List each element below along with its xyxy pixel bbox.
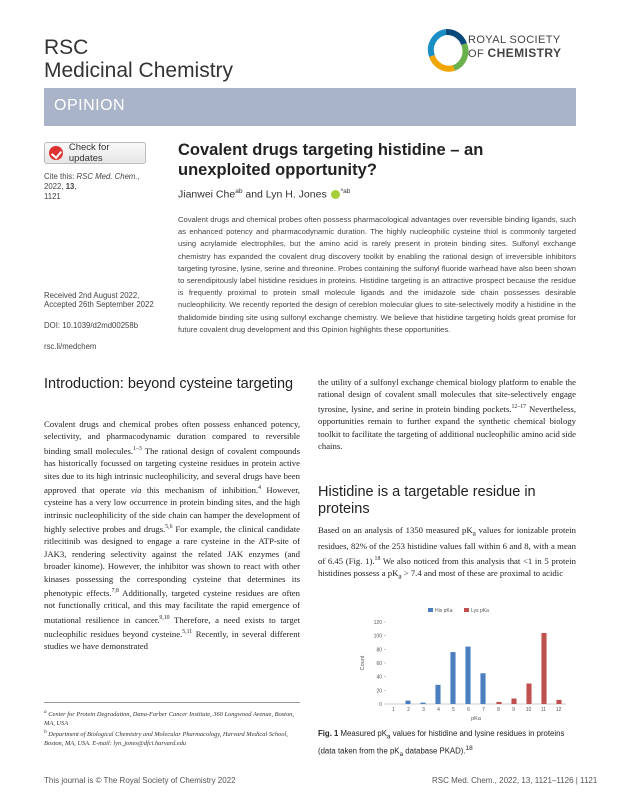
y-axis-label: Count: [360, 655, 366, 671]
x-tick-label: 6: [467, 707, 470, 713]
histidine-heading: Histidine is a targetable residue in proteins: [318, 484, 536, 517]
intro-heading: Introduction: beyond cysteine targeting: [44, 376, 294, 392]
bar-lys-pka: [541, 633, 546, 704]
legend-swatch: [428, 608, 433, 612]
y-tick-label: 20: [376, 688, 382, 695]
figure-label: Fig. 1: [318, 729, 339, 738]
bar-his-pka: [465, 647, 470, 704]
x-tick-label: 10: [525, 707, 532, 713]
doi[interactable]: DOI: 10.1039/d2md00258b: [44, 321, 139, 330]
y-tick-label: 0: [379, 702, 382, 708]
bar-his-pka: [480, 673, 485, 704]
legend-label: Lys pKa: [471, 608, 489, 614]
publisher-line2-bold: CHEMISTRY: [487, 46, 562, 60]
bar-lys-pka: [511, 699, 516, 704]
x-tick-label: 11: [540, 707, 547, 713]
x-tick-label: 5: [452, 707, 455, 713]
x-tick-label: 8: [497, 707, 500, 713]
right-column-paragraph: the utility of a sulfonyl exchange chemical biology platform to enable the rational design of covalent small molecules that site-selectively engage tyrosine, lysine, and serine in protein binding pockets.$^{12-17}$ Nevertheless, opportunities remain to further expand the synthetic chemical biology toolkit to facilitate the targeting of additional nucleophilic amino acid side chains.: [318, 377, 576, 451]
figure-caption: Fig. 1 Measured $pK_a$ values for histidine and lysine residues in proteins (data taken from the $pK_a$ database PKAD).$^{18}$: [318, 729, 565, 758]
histidine-paragraph: Based on an analysis of 1350 measured $pK_a$ values for ionizable protein residues, 82% of the 253 histidine values fall within 6 and 8, with a mean of 6.45 (Fig. 1).$^{18}$ We also noticed from this analysis that <1 in 5 protein histidines possess a $pK_a > 7.4$ and most of these are proximal to acidic: [318, 525, 576, 581]
footnote-a: $^a$ Center for Protein Degradation, Dana-Farber Cancer Institute, 360 Longwood Avenue, Boston, MA, USA: [44, 709, 294, 728]
x-tick-label: 2: [407, 707, 410, 713]
journal-name-line1: RSC: [44, 36, 89, 59]
cite-volume: 13: [65, 182, 75, 191]
bar-his-pka: [450, 652, 455, 704]
check-for-updates-button[interactable]: [44, 142, 146, 164]
section-banner: [44, 88, 576, 126]
intro-paragraph: Covalent drugs and chemical probes often possess enhanced potency, selectivity, and pharmacodynamic duration compared to reversible binding small molecules.$^{1-3}$ The rational design of covalent compounds has historically focussed on targeting cysteine residues in protein active sites due to its high intrinsic nucleophilicity, and several drugs have been approved that operate via this mechanism of inhibition.$^4$ However, cysteine has a very low occurrence in protein binding sites, and the high intrinsic nucleophilicity of the side chain can hamper the development of highly selective probes and drugs.$^{5,6}$ For example, the clinical candidate ritlecitinib was designed to engage a rare cysteine in the ATP-site of JAK3, rendering selectivity against the related JAK enzymes (and broader kinome). However, the inhibitor was shown to react with other kinases possessing the corresponding cysteine that determines its phenotypic effects.$^{7,8}$ Additionally, targeted cysteine residues are often not functionally critical, and this may facilitate the rapid emergence of mutational resilience in cancer.$^{9,10}$ Therefore, a need exists to target nucleophilic residues beyond cysteine.$^{5,11}$ Recently, in several different studies we have demonstrated: [44, 419, 301, 652]
x-tick-label: 9: [512, 707, 515, 713]
y-tick-label: 40: [376, 674, 382, 681]
x-tick-label: 4: [437, 707, 440, 713]
x-tick-label: 3: [422, 707, 425, 713]
legend-swatch: [464, 608, 469, 612]
x-axis-label: pKa: [471, 716, 481, 722]
x-tick-label: 1: [392, 707, 395, 713]
pka-bar-chart: [356, 604, 574, 724]
orcid-icon[interactable]: [331, 190, 340, 199]
y-tick-label: 120: [373, 620, 382, 626]
bar-his-pka: [405, 701, 410, 704]
footer-copyright: This journal is © The Royal Society of Chemistry 2022: [44, 776, 236, 785]
check-for-updates-label: Check for updates: [68, 142, 110, 164]
y-tick-label: 80: [376, 647, 382, 654]
cite-pages: 1121: [44, 192, 61, 201]
bar-his-pka: [435, 685, 440, 704]
x-tick-label: 12: [555, 707, 562, 713]
author-2: Lyn H. Jones: [265, 188, 327, 201]
bar-lys-pka: [496, 702, 501, 704]
publisher-line1: ROYAL SOCIETY: [468, 34, 561, 46]
citation: Cite this: RSC Med. Chem., 2022, 13, 1121: [44, 172, 140, 201]
check-icon: [49, 146, 63, 160]
section-label: OPINION: [54, 97, 126, 114]
journal-title: [44, 36, 233, 82]
bar-lys-pka: [526, 684, 531, 705]
y-tick-label: 100: [373, 633, 382, 640]
footnote-rule: [44, 702, 300, 703]
footer-citation: RSC Med. Chem., 2022, 13, 1121–1126 | 1121: [432, 776, 598, 785]
received-date: Received 2nd August 2022,: [44, 291, 140, 300]
bar-lys-pka: [556, 700, 561, 704]
article-title: Covalent drugs targeting histidine – an unexploited opportunity?: [178, 141, 484, 179]
abstract: Covalent drugs and chemical probes often possess pharmacological advantages over reversible binding ligands, such as enhanced potency and pharmacodynamic duration. The highly nucleophilic cysteine thiol is commonly targeted using acrylamide electrophiles, but the amino acid is rarely present in protein binding sites. Sulfonyl exchange chemistry has expanded the covalent drug discovery toolkit by enabling the rational design of irreversible inhibitors targeting tyrosine, lysine, serine and threonine. Probes containing the sulfonyl fluoride warhead have also been shown to serendipitously label histidine residues in proteins. Histidine targeting is an attractive prospect because the residue is frequently proximal to protein small molecule ligands and the imidazole side chain possesses desirable nucleophilicity. We recently reported the design of cereblon molecular glues to site-selectively modify a histidine in the thalidomide binding site using sulfonyl exchange chemistry. We believe that histidine targeting holds great promise for future covalent drug development and this Opinion highlights these opportunities.: [178, 215, 576, 334]
y-tick-label: 60: [376, 661, 382, 667]
bar-his-pka: [420, 703, 425, 704]
legend-label: His pKa: [435, 608, 453, 614]
journal-name-line2: Medicinal Chemistry: [44, 59, 234, 82]
footnote-b: $^b$ Department of Biological Chemistry and Molecular Pharmacology, Harvard Medical School, Boston, MA, USA. E-mail: lyn_jones@dfci.harvard.edu: [44, 729, 288, 748]
publisher-name: [468, 34, 561, 61]
x-tick-label: 7: [482, 707, 485, 713]
publisher-line2-pre: OF: [468, 48, 488, 60]
author-list: Jianwei Che$^{ab}$ and Lyn H. Jones $^{*ab}$: [178, 188, 351, 201]
journal-site-link[interactable]: rsc.li/medchem: [44, 342, 97, 351]
author-1: Jianwei Che: [178, 188, 236, 201]
cite-journal: RSC Med. Chem.: [76, 172, 138, 181]
accepted-date: Accepted 26th September 2022: [44, 300, 154, 309]
